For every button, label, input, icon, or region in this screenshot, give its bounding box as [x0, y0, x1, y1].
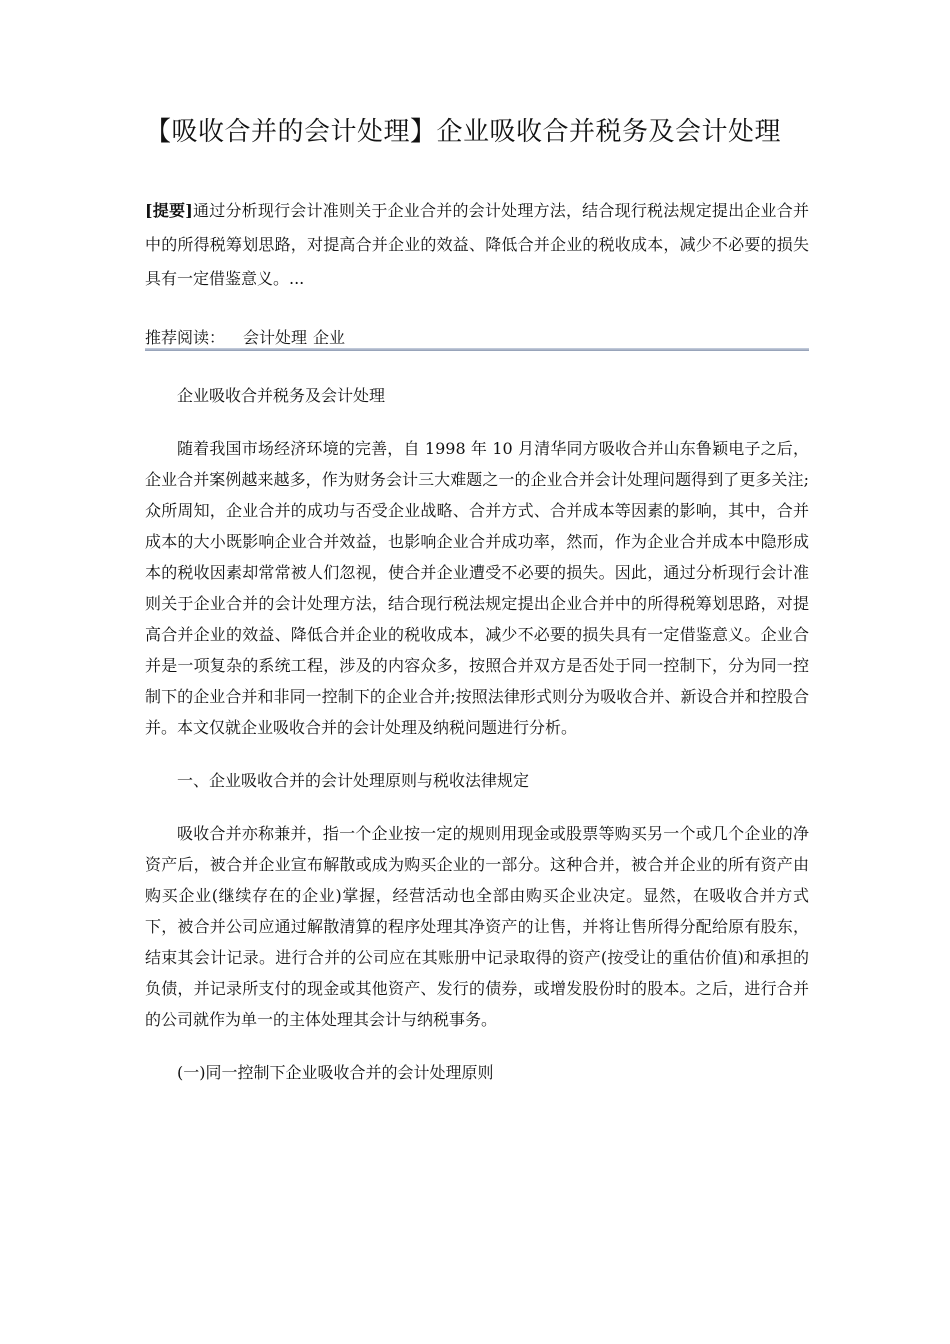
keyword-link-accounting[interactable]: 会计处理: [243, 328, 308, 347]
summary-paragraph: [145, 194, 809, 296]
section-divider: [145, 348, 809, 351]
recommended-reading: [145, 326, 809, 350]
article-heading: 企业吸收合并税务及会计处理: [177, 386, 386, 405]
article-paragraph: 吸收合并亦称兼并，指一个企业按一定的规则用现金或股票等购买另一个或几个企业的净资产后，被合并企业宣布解散或成为购买企业的一部分。这种合并，被合并企业的所有资产由购买企业(继续存在的企业)掌握，经营活动也全部由购买企业决定。显然，在吸收合并方式下，被合并公司应通过解散清算的程序处理其净资产的让售，并将让售所得分配给原有股东，结束其会计记录。进行合并的公司应在其账册中记录取得的资产(按受让的重估价值)和承担的负债，并记录所支付的现金或其他资产、发行的债券，或增发股份时的股本。之后，进行合并的公司就作为单一的主体处理其会计与纳税事务。: [145, 824, 809, 1029]
article-paragraph: 随着我国市场经济环境的完善，自 1998 年 10 月清华同方吸收合并山东鲁颖电子之后，企业合并案例越来越多，作为财务会计三大难题之一的企业合并会计处理问题得到了更多关注;众所周知，企业合并的成功与否受企业战略、合并方式、合并成本等因素的影响，其中，合并成本的大小既影响企业合并效益，也影响企业合并成功率，然而，作为企业合并成本中隐形成本的税收因素却常常被人们忽视，使合并企业遭受不必要的损失。因此，通过分析现行会计准则关于企业合并的会计处理方法，结合现行税法规定提出企业合并中的所得税筹划思路，对提高合并企业的效益、降低合并企业的税收成本，减少不必要的损失具有一定借鉴意义。企业合并是一项复杂的系统工程，涉及的内容众多，按照合并双方是否处于同一控制下，分为同一控制下的企业合并和非同一控制下的企业合并;按照法律形式则分为吸收合并、新设合并和控股合并。本文仅就企业吸收合并的会计处理及纳税问题进行分析。: [145, 439, 809, 737]
keyword-link-enterprise[interactable]: 企业: [313, 328, 346, 347]
recommended-reading-label: 推荐阅读：: [145, 328, 226, 347]
document-title: 【吸收合并的会计处理】企业吸收合并税务及会计处理: [145, 117, 782, 147]
subsection-heading: (一)同一控制下企业吸收合并的会计处理原则: [177, 1063, 494, 1082]
summary-text: 通过分析现行会计准则关于企业合并的会计处理方法，结合现行税法规定提出企业合并中的所得税筹划思路，对提高合并企业的效益、降低合并企业的税收成本，减少不必要的损失具有一定借鉴意义。...: [145, 201, 809, 288]
section-heading: 一、企业吸收合并的会计处理原则与税收法律规定: [177, 771, 530, 790]
summary-tag: [提要]: [145, 201, 193, 220]
article-body: [145, 380, 809, 1110]
